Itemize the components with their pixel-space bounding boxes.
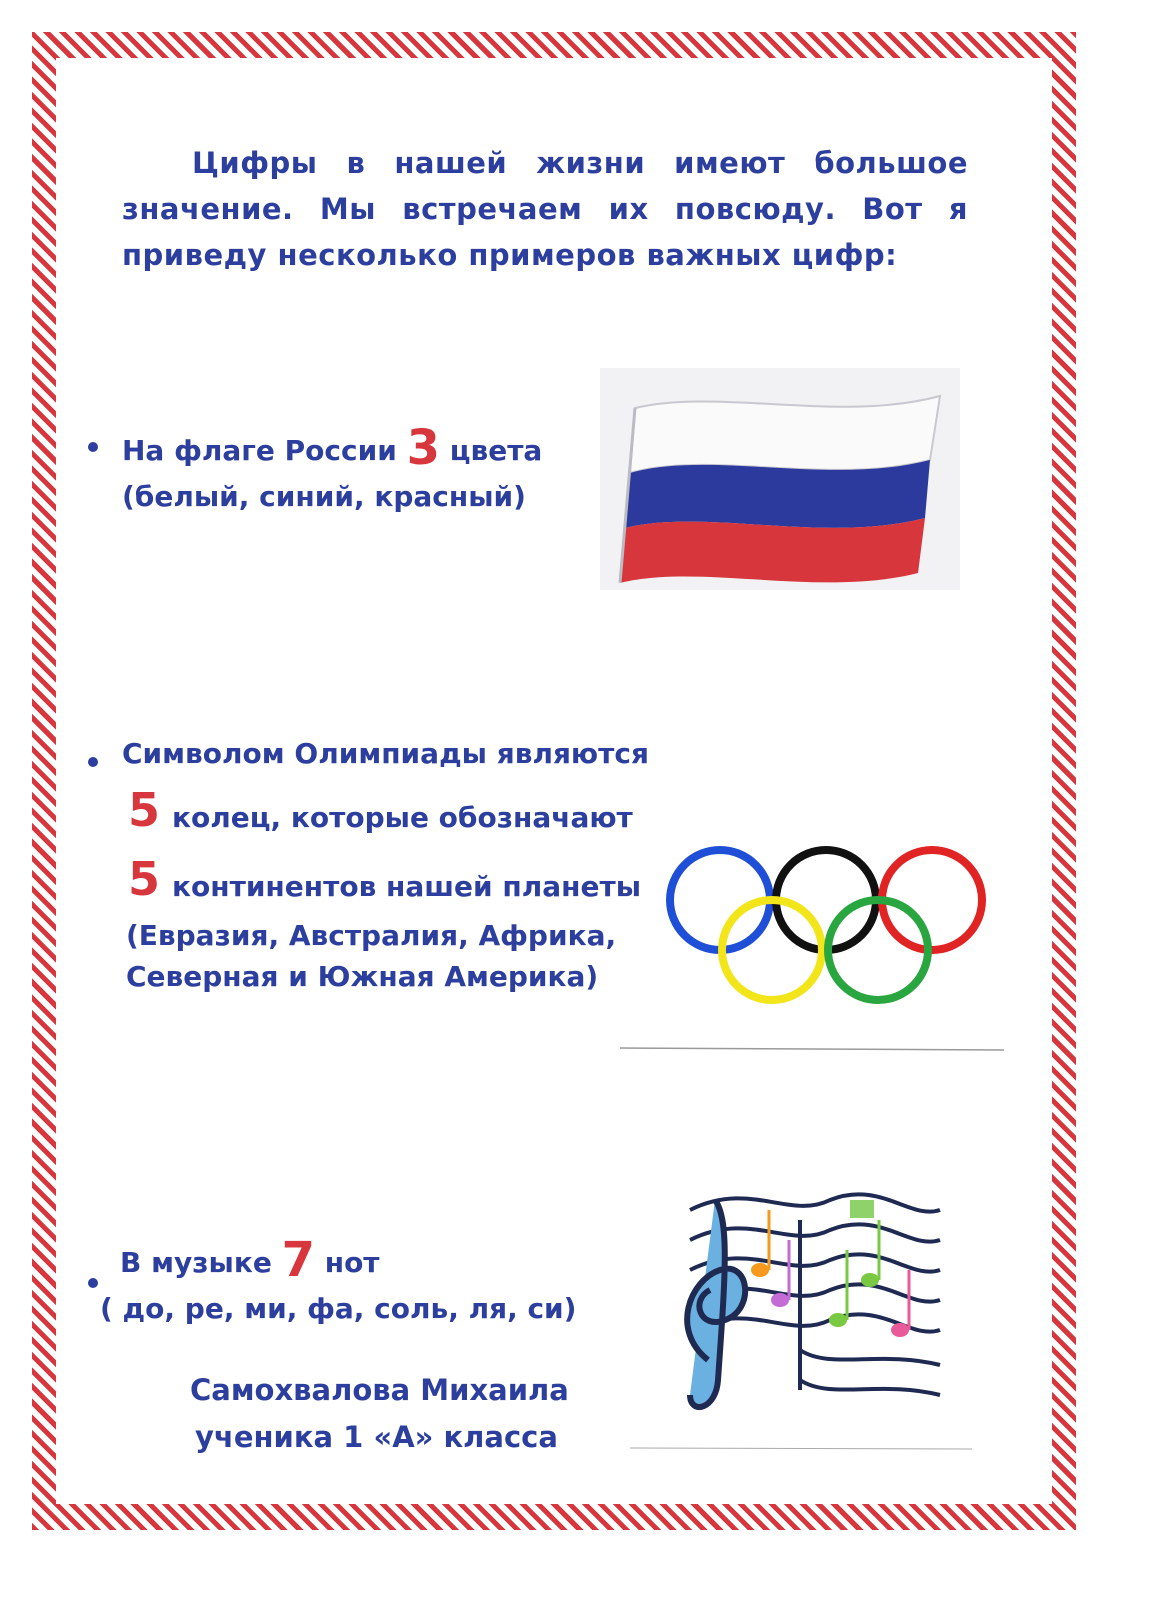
olympics-line-5: Северная и Южная Америка) bbox=[126, 960, 599, 993]
olympics-line-2: колец, которые обозначают bbox=[172, 801, 633, 834]
music-line-2: ( до, ре, ми, фа, соль, ля, си) bbox=[100, 1292, 577, 1325]
music-line-1 bbox=[120, 1232, 380, 1288]
olympics-line-1: Символом Олимпиады являются bbox=[122, 737, 649, 770]
flag-text-pre: На флаге России bbox=[122, 434, 397, 467]
olympics-number-2: 5 bbox=[128, 852, 161, 906]
olympics-line-3: континентов нашей планеты bbox=[172, 870, 642, 903]
olympics-number-1: 5 bbox=[128, 783, 161, 837]
flag-text-post: цвета bbox=[449, 434, 543, 467]
russian-flag-image bbox=[600, 368, 960, 590]
bullet-music bbox=[88, 1278, 98, 1288]
music-notes-image bbox=[630, 1160, 972, 1450]
flag-line-2: (белый, синий, красный) bbox=[122, 480, 526, 513]
olympic-rings-svg bbox=[620, 820, 1004, 1052]
intro-paragraph: Цифры в нашей жизни имеют большое значение. Мы встречаем их повсюду. Вот я приведу несколько примеров важных цифр: bbox=[122, 146, 968, 272]
music-text-post: нот bbox=[324, 1246, 380, 1279]
bullet-olympics bbox=[88, 757, 98, 767]
music-number: 7 bbox=[281, 1232, 315, 1288]
olympics-line-4: (Евразия, Австралия, Африка, bbox=[126, 919, 617, 952]
olympic-rings-image bbox=[620, 820, 1004, 1052]
flag-number: 3 bbox=[406, 420, 440, 476]
music-notes-svg bbox=[630, 1160, 972, 1450]
russian-flag-svg bbox=[600, 368, 960, 590]
signature-name: Самохвалова Михаила bbox=[190, 1373, 569, 1407]
bullet-flag bbox=[88, 442, 98, 452]
flag-line-1 bbox=[122, 420, 542, 476]
music-text-pre: В музыке bbox=[120, 1246, 272, 1279]
signature-class: ученика 1 «А» класса bbox=[195, 1420, 558, 1454]
